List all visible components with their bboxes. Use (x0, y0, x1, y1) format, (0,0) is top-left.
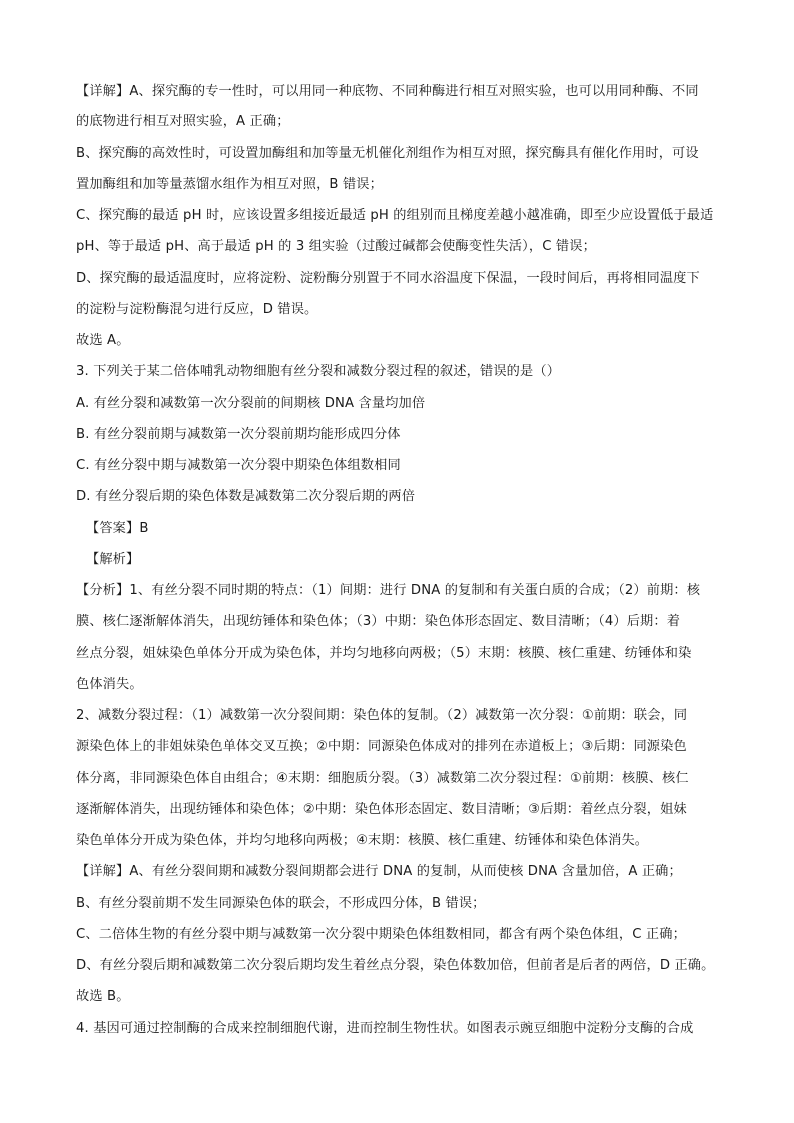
option-a: A. 有丝分裂和减数第一次分裂前的间期核 DNA 含量均加倍 (76, 396, 426, 411)
text-line: C、探究酶的最适 pH 时，应该设置多组接近最适 pH 的组别而且梯度差越小越准确，即至少应设置低于最适 (76, 208, 714, 223)
text-line: pH、等于最适 pH、高于最适 pH 的 3 组实验（过酸过碱都会使酶变性失活），C 错误； (76, 239, 596, 254)
option-b: B. 有丝分裂前期与减数第一次分裂前期均能形成四分体 (76, 427, 401, 442)
text-line: 2、减数分裂过程：（1）减数第一次分裂间期：染色体的复制。（2）减数第一次分裂：①前期：联会，同 (76, 708, 688, 723)
text-line: 【详解】A、有丝分裂间期和减数分裂间期都会进行 DNA 的复制，从而使核 DNA 含量加倍，A 正确； (76, 864, 682, 879)
text-line: B、有丝分裂前期不发生同源染色体的联会，不形成四分体，B 错误； (76, 896, 486, 911)
option-c: C. 有丝分裂中期与减数第一次分裂中期染色体组数相同 (76, 458, 401, 473)
question-stem: 4. 基因可通过控制酶的合成来控制细胞代谢，进而控制生物性状。如图表示豌豆细胞中淀粉分支酶的合成 (76, 1021, 694, 1036)
text-line: 【详解】A、探究酶的专一性时，可以用同一种底物、不同种酶进行相互对照实验，也可以用同种酶、不同 (76, 84, 699, 99)
answer-label: 【答案】B (86, 521, 149, 536)
text-line: D、有丝分裂后期和减数第二次分裂后期均发生着丝点分裂，染色体数加倍，但前者是后者的两倍，D 正确。 (76, 958, 715, 973)
analysis-heading: 【解析】 (86, 552, 140, 567)
text-line: 故选 B。 (76, 989, 130, 1004)
text-line: 逐渐解体消失，出现纺锤体和染色体；②中期：染色体形态固定、数目清晰；③后期：着丝点分裂，姐妹 (76, 802, 687, 817)
text-line: 的底物进行相互对照实验，A 正确； (76, 114, 290, 129)
text-line: B、探究酶的高效性时，可设置加酶组和加等量无机催化剂组作为相互对照，探究酶具有催化作用时，可设 (76, 146, 699, 161)
text-line: C、二倍体生物的有丝分裂中期与减数第一次分裂中期染色体组数相同，都含有两个染色体组，C 正确； (76, 927, 686, 942)
text-line: 体分离，非同源染色体自由组合；④末期：细胞质分裂。（3）减数第二次分裂过程：①前期：核膜、核仁 (76, 771, 689, 786)
question-stem: 3. 下列关于某二倍体哺乳动物细胞有丝分裂和减数分裂过程的叙述，错误的是（） (76, 364, 561, 379)
text-line: D、探究酶的最适温度时，应将淀粉、淀粉酶分别置于不同水浴温度下保温，一段时间后，再将相同温度下 (76, 271, 700, 286)
text-line: 的淀粉与淀粉酶混匀进行反应，D 错误。 (76, 302, 318, 317)
option-d: D. 有丝分裂后期的染色体数是减数第二次分裂后期的两倍 (76, 489, 416, 504)
text-line: 源染色体上的非姐妹染色单体交叉互换；②中期：同源染色体成对的排列在赤道板上；③后期：同源染色 (76, 739, 687, 754)
text-line: 膜、核仁逐渐解体消失，出现纺锤体和染色体；（3）中期：染色体形态固定、数目清晰；（4）后期：着 (76, 614, 681, 629)
text-line: 丝点分裂，姐妹染色单体分开成为染色体，并均匀地移向两极；（5）末期：核膜、核仁重建、纺锤体和染 (76, 646, 692, 661)
text-line: 色体消失。 (76, 677, 143, 692)
text-line: 【分析】1、有丝分裂不同时期的特点：（1）间期：进行 DNA 的复制和有关蛋白质的合成；（2）前期：核 (76, 583, 701, 598)
text-line: 置加酶组和加等量蒸馏水组作为相互对照，B 错误； (76, 177, 383, 192)
text-line: 故选 A。 (76, 333, 130, 348)
text-line: 染色单体分开成为染色体，并均匀地移向两极；④末期：核膜、核仁重建、纺锤体和染色体消失。 (76, 833, 649, 848)
